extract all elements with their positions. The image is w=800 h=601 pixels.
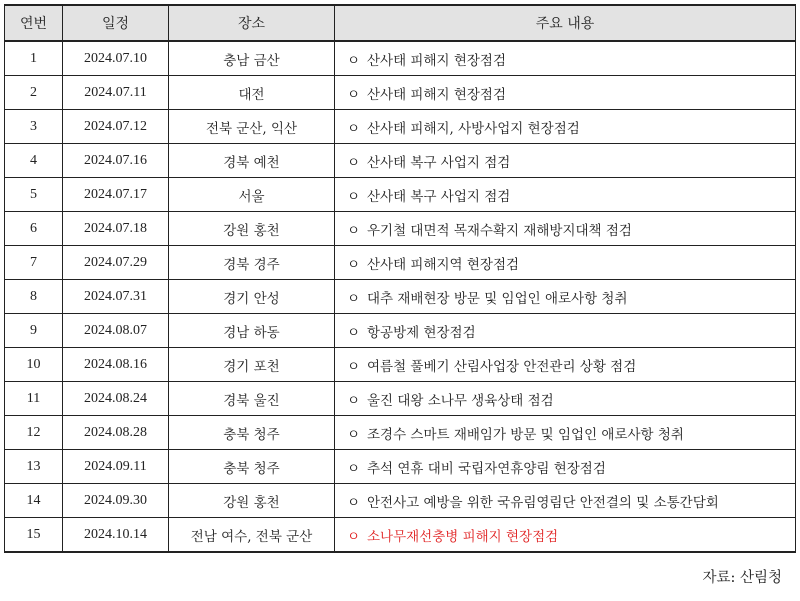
row-date: 2024.07.18 [63,212,169,246]
row-place: 강원 홍천 [169,212,335,246]
bullet-icon: ㅇ [347,392,361,409]
row-number: 14 [5,484,63,518]
row-content-text: 여름철 풀베기 산림사업장 안전관리 상황 점검 [367,358,637,375]
row-date: 2024.08.28 [63,416,169,450]
table-row [5,41,796,76]
row-number: 9 [5,314,63,348]
row-content-text: 우기철 대면적 목재수확지 재해방지대책 점검 [367,222,632,239]
row-content-text: 산사태 복구 사업지 점검 [367,188,511,205]
row-content [335,41,796,76]
source-note: 자료: 산림청 [702,570,782,586]
row-place: 경북 예천 [169,144,335,178]
bullet-icon: ㅇ [347,358,361,375]
bullet-icon: ㅇ [347,52,361,69]
row-content-text: 소나무재선충병 피해지 현장점검 [367,528,559,545]
row-place: 경남 하동 [169,314,335,348]
row-content [335,484,796,518]
row-content [335,178,796,212]
header-row [5,5,796,41]
row-content [335,212,796,246]
table-row [5,416,796,450]
row-content [335,144,796,178]
row-number: 2 [5,76,63,110]
bullet-icon: ㅇ [347,86,361,103]
row-place: 충북 청주 [169,450,335,484]
row-place: 전남 여수, 전북 군산 [169,518,335,553]
table-row [5,144,796,178]
table-row [5,382,796,416]
row-place: 전북 군산, 익산 [169,110,335,144]
bullet-icon: ㅇ [347,120,361,137]
row-place: 경북 경주 [169,246,335,280]
row-number: 12 [5,416,63,450]
row-number: 3 [5,110,63,144]
table-row [5,212,796,246]
row-content-text: 추석 연휴 대비 국립자연휴양림 현장점검 [367,460,606,477]
bullet-icon: ㅇ [347,426,361,443]
table-row [5,518,796,553]
header-place: 장소 [169,5,335,41]
row-content [335,110,796,144]
table-row [5,76,796,110]
row-place: 경기 포천 [169,348,335,382]
row-place: 서울 [169,178,335,212]
table-row [5,178,796,212]
header-no: 연번 [5,5,63,41]
row-date: 2024.08.24 [63,382,169,416]
row-content-text: 산사태 피해지 현장점검 [367,52,506,69]
row-date: 2024.07.10 [63,41,169,76]
row-place: 충남 금산 [169,41,335,76]
bullet-icon: ㅇ [347,222,361,239]
bullet-icon: ㅇ [347,494,361,511]
row-number: 1 [5,41,63,76]
row-place: 대전 [169,76,335,110]
table-row [5,314,796,348]
row-date: 2024.08.16 [63,348,169,382]
table-row [5,246,796,280]
table-row [5,450,796,484]
row-date: 2024.10.14 [63,518,169,553]
row-place: 강원 홍천 [169,484,335,518]
row-date: 2024.09.11 [63,450,169,484]
row-number: 7 [5,246,63,280]
row-number: 10 [5,348,63,382]
row-content [335,416,796,450]
row-content-text: 울진 대왕 소나무 생육상태 점검 [367,392,554,409]
bullet-icon: ㅇ [347,324,361,341]
row-date: 2024.09.30 [63,484,169,518]
row-content [335,348,796,382]
row-number: 11 [5,382,63,416]
row-content [335,518,796,553]
table-row [5,110,796,144]
row-content-text: 항공방제 현장점검 [367,324,476,341]
table-row [5,348,796,382]
row-date: 2024.07.17 [63,178,169,212]
row-content-text: 산사태 피해지, 사방사업지 현장점검 [367,120,580,137]
row-content-text: 산사태 피해지역 현장점검 [367,256,520,273]
row-date: 2024.07.11 [63,76,169,110]
row-content [335,450,796,484]
row-date: 2024.07.12 [63,110,169,144]
row-place: 경북 울진 [169,382,335,416]
bullet-icon: ㅇ [347,256,361,273]
bullet-icon: ㅇ [347,290,361,307]
row-date: 2024.07.29 [63,246,169,280]
row-date: 2024.08.07 [63,314,169,348]
row-number: 13 [5,450,63,484]
row-content [335,76,796,110]
row-number: 8 [5,280,63,314]
row-content-text: 산사태 피해지 현장점검 [367,86,506,103]
schedule-table [4,4,796,553]
row-content-text: 안전사고 예방을 위한 국유림영림단 안전결의 및 소통간담회 [367,494,719,511]
bullet-icon: ㅇ [347,154,361,171]
row-content [335,382,796,416]
row-content [335,246,796,280]
row-content-text: 대추 재배현장 방문 및 임업인 애로사항 청취 [367,290,628,307]
header-date: 일정 [63,5,169,41]
header-content: 주요 내용 [335,5,796,41]
row-content [335,280,796,314]
row-date: 2024.07.31 [63,280,169,314]
row-number: 4 [5,144,63,178]
table-row [5,484,796,518]
row-content-text: 산사태 복구 사업지 점검 [367,154,511,171]
row-number: 5 [5,178,63,212]
row-content [335,314,796,348]
row-date: 2024.07.16 [63,144,169,178]
table-row [5,280,796,314]
row-place: 충북 청주 [169,416,335,450]
bullet-icon: ㅇ [347,528,361,545]
row-number: 6 [5,212,63,246]
bullet-icon: ㅇ [347,188,361,205]
row-number: 15 [5,518,63,553]
row-place: 경기 안성 [169,280,335,314]
row-content-text: 조경수 스마트 재배임가 방문 및 임업인 애로사항 청취 [367,426,684,443]
bullet-icon: ㅇ [347,460,361,477]
